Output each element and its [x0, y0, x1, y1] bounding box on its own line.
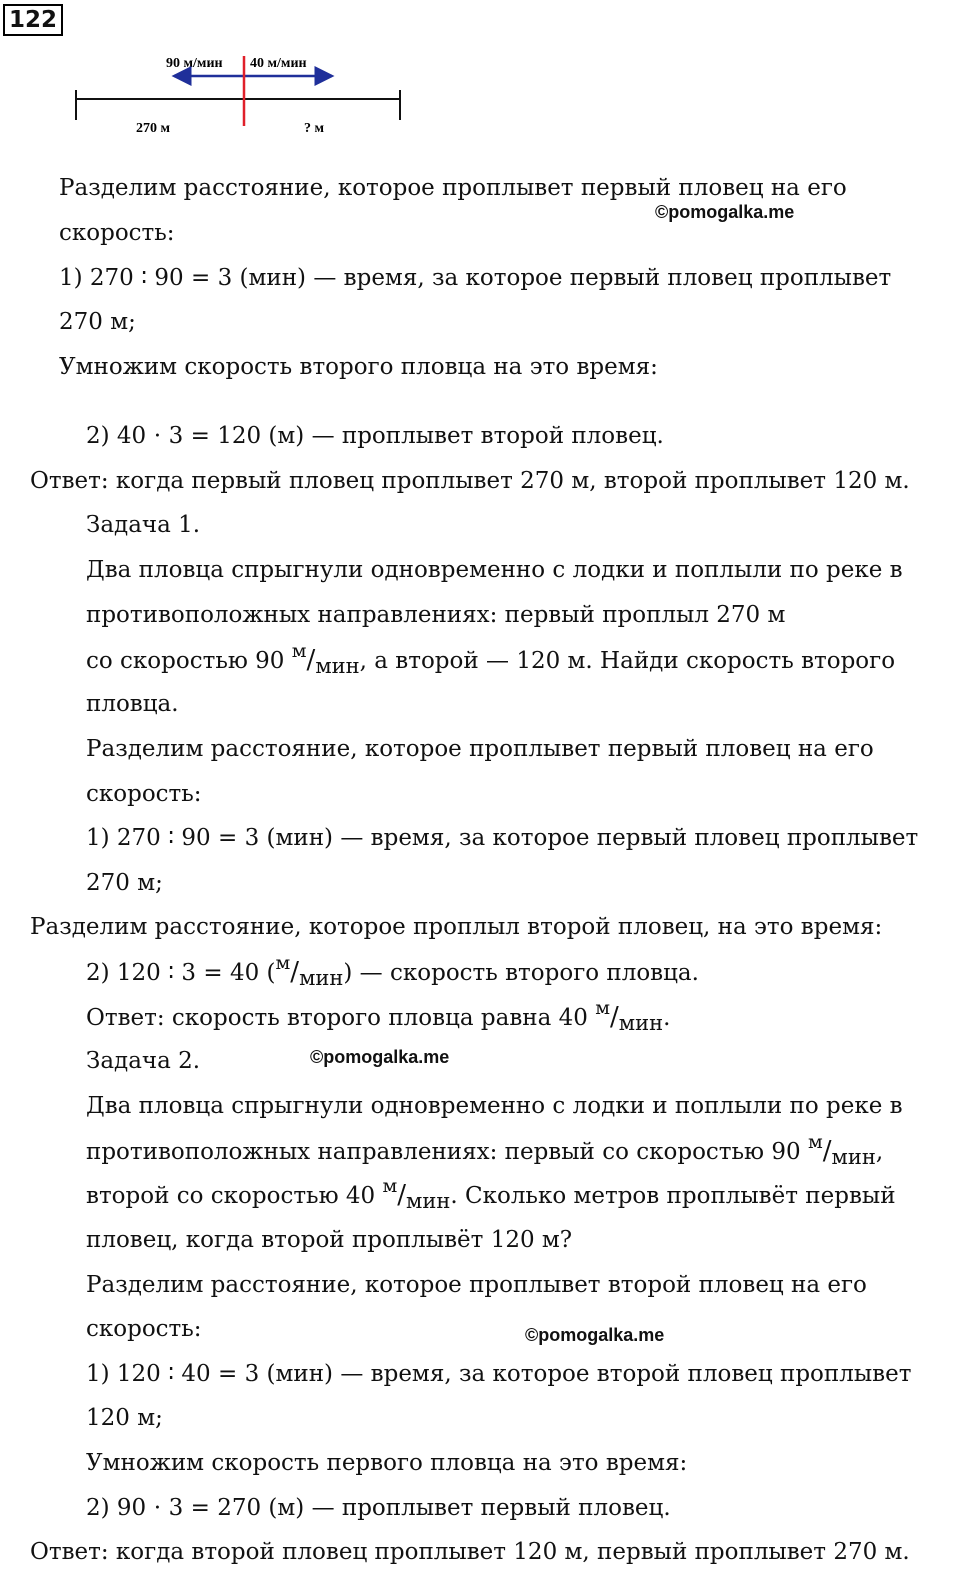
motion-diagram	[60, 44, 420, 144]
text-line: Умножим скорость первого пловца на это время:	[86, 1450, 688, 1476]
unit-fraction: $^м/_{мин}$	[807, 1131, 876, 1169]
text-line: скорость:	[59, 220, 175, 246]
text-line: 270 м;	[59, 309, 136, 335]
text-line: 120 м;	[86, 1405, 163, 1431]
text-line: Разделим расстояние, которое проплыл второй пловец, на это время:	[30, 914, 883, 940]
unit-numerator: м	[595, 997, 610, 1020]
text-line: 1) 270 ∶ 90 = 3 (мин) — время, за которое первый пловец проплывет	[86, 825, 919, 851]
unit-fraction: $^м/_{мин}$	[382, 1175, 451, 1213]
task-heading: Задача 2.	[86, 1048, 201, 1074]
unit-denominator: мин	[831, 1145, 876, 1169]
text-segment: противоположных направлениях: первый со скоростью 90	[86, 1139, 801, 1165]
unit-numerator: м	[291, 640, 307, 663]
text-line: скорость:	[86, 1316, 202, 1342]
watermark: ©pomogalka.me	[525, 1325, 665, 1345]
watermark: ©pomogalka.me	[310, 1047, 450, 1067]
task-heading: Задача 1.	[86, 512, 201, 538]
text-line	[86, 1175, 896, 1213]
text-line: Два пловца спрыгнули одновременно с лодки и поплыли по реке в	[86, 557, 903, 583]
unit-fraction: $^м/_{мин}$	[275, 952, 344, 990]
text-line: 2) 40 ⋅ 3 = 120 (м) — проплывет второй пловец.	[86, 423, 664, 449]
text-segment: , а второй — 120 м. Найди скорость второго	[359, 648, 896, 674]
text-line	[86, 952, 699, 990]
text-line: Разделим расстояние, которое проплывет первый пловец на его	[59, 175, 847, 201]
text-line: пловца.	[86, 691, 179, 717]
unit-numerator: м	[807, 1131, 823, 1154]
text-line: противоположных направлениях: первый проплыл 270 м	[86, 602, 786, 628]
text-segment: со скоростью 90	[86, 648, 285, 674]
text-line: пловец, когда второй проплывёт 120 м?	[86, 1227, 573, 1253]
answer-line: Ответ: когда второй пловец проплывет 120 м, первый проплывет 270 м.	[30, 1539, 910, 1565]
text-segment: 2) 120 ∶ 3 = 40 (	[86, 960, 276, 986]
text-line: скорость:	[86, 781, 202, 807]
answer-line	[86, 997, 671, 1035]
text-line: 1) 270 ∶ 90 = 3 (мин) — время, за которое первый пловец проплывет	[59, 265, 892, 291]
dist-left-label: 270 м	[136, 121, 171, 136]
text-line: 270 м;	[86, 870, 163, 896]
speed-right-label: 40 м/мин	[250, 56, 307, 71]
unit-denominator: мин	[299, 966, 344, 990]
task-number: 122	[3, 4, 63, 36]
text-segment: . Сколько метров проплывёт первый	[450, 1183, 896, 1209]
unit-numerator: м	[275, 952, 291, 975]
text-line: 2) 90 ⋅ 3 = 270 (м) — проплывет первый пловец.	[86, 1495, 671, 1521]
text-line: Разделим расстояние, которое проплывет второй пловец на его	[86, 1272, 867, 1298]
answer-line: Ответ: когда первый пловец проплывет 270 м, второй проплывет 120 м.	[30, 468, 910, 494]
text-line: Разделим расстояние, которое проплывет первый пловец на его	[86, 736, 874, 762]
dist-right-label: ? м	[304, 121, 325, 136]
speed-left-label: 90 м/мин	[166, 56, 223, 71]
unit-fraction: $^м/_{мин}$	[291, 640, 360, 678]
text-line: 1) 120 ∶ 40 = 3 (мин) — время, за которое второй пловец проплывет	[86, 1361, 912, 1387]
text-line	[86, 640, 896, 678]
unit-denominator: мин	[406, 1189, 451, 1213]
unit-denominator: мин	[618, 1011, 664, 1035]
text-segment: ,	[875, 1139, 884, 1165]
text-line: Умножим скорость второго пловца на это время:	[59, 354, 658, 380]
text-segment: .	[663, 1005, 671, 1031]
text-segment: второй со скоростью 40	[86, 1183, 376, 1209]
unit-fraction: $^м/_{мин}$	[595, 997, 664, 1035]
unit-denominator: мин	[315, 654, 360, 678]
unit-numerator: м	[382, 1175, 398, 1198]
text-line	[86, 1131, 884, 1169]
text-segment: Ответ: скорость второго пловца равна 40	[86, 1005, 588, 1031]
text-segment: ) — скорость второго пловца.	[343, 960, 699, 986]
watermark: ©pomogalka.me	[655, 202, 795, 222]
text-line: Два пловца спрыгнули одновременно с лодки и поплыли по реке в	[86, 1093, 903, 1119]
